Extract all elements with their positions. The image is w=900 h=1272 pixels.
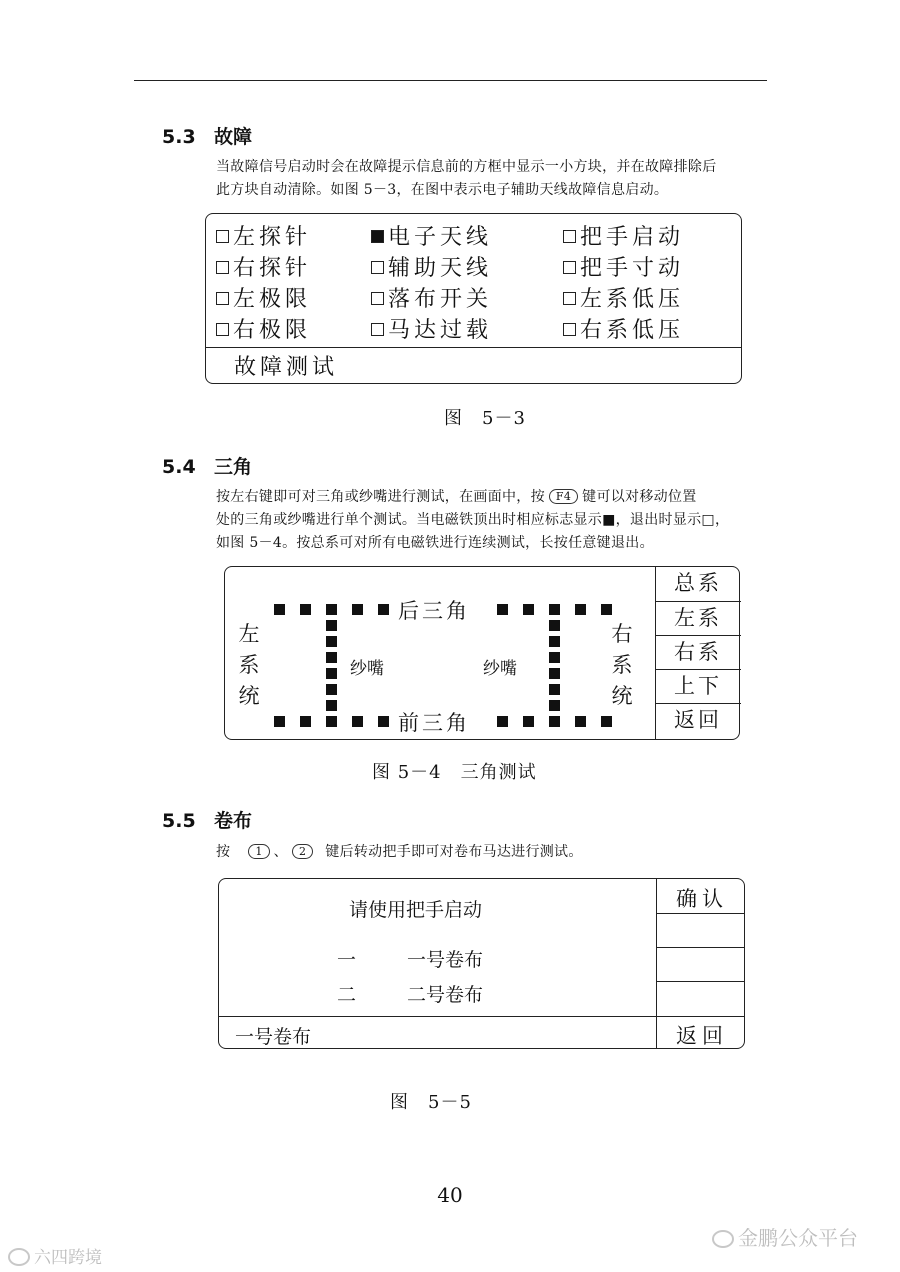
- fault-item-label: 落布开关: [388, 287, 493, 312]
- fault-item: [563, 251, 684, 282]
- option-2-key: 二: [337, 984, 357, 1006]
- fault-indicator-box: [216, 261, 229, 274]
- fault-indicator-box: [371, 323, 384, 336]
- char: 系: [611, 653, 633, 677]
- section-5-5-paragraph: [216, 841, 583, 864]
- fault-item: [563, 282, 684, 313]
- solenoid-indicator: [300, 604, 311, 615]
- front-cam-label: 前三角: [396, 707, 472, 737]
- solenoid-indicator: [549, 604, 560, 615]
- section-number: 5.4: [162, 456, 196, 478]
- solenoid-indicator: [300, 716, 311, 727]
- right-system-label: [610, 619, 634, 712]
- solenoid-indicator: [326, 684, 337, 695]
- fault-item-label: 把手寸动: [580, 256, 685, 281]
- wechat-icon: [712, 1230, 734, 1248]
- solenoid-indicator: [497, 604, 508, 615]
- watermark-text: 金鹏公众平台: [738, 1226, 858, 1250]
- fault-item: [563, 313, 684, 344]
- fault-item: [216, 220, 311, 251]
- fault-item-label: 左极限: [233, 287, 312, 312]
- header-rule: [134, 80, 767, 81]
- section-5-4-heading: [162, 452, 252, 479]
- paragraph-line: 此方块自动清除。如图 5－3，在图中表示电子辅助天线故障信息启动。: [216, 182, 669, 198]
- solenoid-indicator: [497, 716, 508, 727]
- solenoid-indicator: [601, 604, 612, 615]
- yarn-nozzle-left: 纱嘴: [350, 659, 384, 679]
- button-row-line: [656, 947, 744, 948]
- char: 统: [611, 684, 633, 708]
- fault-item: [371, 251, 492, 282]
- fault-item: [216, 282, 311, 313]
- fault-item: [371, 220, 492, 251]
- text-run: 键后转动把手即可对卷布马达进行测试。: [325, 844, 583, 860]
- fault-item-label: 辅助天线: [388, 256, 493, 281]
- confirm-button[interactable]: 确认: [676, 887, 728, 911]
- solenoid-indicator: [549, 716, 560, 727]
- char: 右: [611, 622, 633, 646]
- solenoid-indicator: [326, 668, 337, 679]
- option-1-key: 一: [337, 949, 357, 971]
- menu-back[interactable]: 返回: [655, 703, 741, 740]
- char: 左: [238, 622, 260, 646]
- fault-item-label: 把手启动: [580, 225, 685, 250]
- left-system-label: [237, 619, 261, 712]
- solenoid-indicator: [378, 716, 389, 727]
- yarn-nozzle-right: 纱嘴: [483, 659, 517, 679]
- prompt-text: 请使用把手启动: [349, 899, 483, 921]
- fault-indicator-box: [371, 261, 384, 274]
- section-number: 5.5: [162, 810, 196, 832]
- menu-left-system[interactable]: 左系: [655, 601, 741, 635]
- section-5-5-heading: [162, 806, 252, 833]
- paragraph-line: 如图 5－4。按总系可对所有电磁铁进行连续测试，长按任意键退出。: [216, 535, 654, 551]
- watermark-text: 六四跨境: [34, 1248, 102, 1268]
- fault-item: [371, 282, 492, 313]
- solenoid-indicator: [549, 652, 560, 663]
- menu-all-systems[interactable]: 总系: [674, 571, 722, 595]
- section-title: 三角: [214, 456, 253, 478]
- key-1: 1: [248, 844, 269, 859]
- fault-panel: [205, 213, 742, 384]
- fault-item-label: 左探针: [233, 225, 312, 250]
- section-title: 卷布: [214, 810, 253, 832]
- text-run: 、: [273, 844, 288, 860]
- solenoid-indicator: [523, 604, 534, 615]
- fault-item-label: 右极限: [233, 318, 312, 343]
- solenoid-indicator: [326, 716, 337, 727]
- fault-item-label: 电子天线: [388, 225, 493, 250]
- fault-indicator-box: [216, 230, 229, 243]
- fault-item: [216, 251, 311, 282]
- back-cam-label: 后三角: [396, 595, 472, 625]
- solenoid-indicator: [523, 716, 534, 727]
- fault-item-label: 右探针: [233, 256, 312, 281]
- section-5-3-paragraph: [216, 156, 717, 202]
- fault-test-label: 故障测试: [234, 355, 339, 380]
- solenoid-indicator: [326, 620, 337, 631]
- section-5-3-heading: [162, 122, 252, 149]
- button-divider-bottom: [656, 1016, 657, 1048]
- fault-indicator-box: [563, 323, 576, 336]
- cam-test-panel: [224, 566, 740, 740]
- text-run: 键可以对移动位置: [582, 489, 697, 505]
- button-row-line: [656, 981, 744, 982]
- option-2-label[interactable]: 二号卷布: [407, 984, 484, 1006]
- solenoid-indicator: [274, 604, 285, 615]
- solenoid-indicator: [378, 604, 389, 615]
- solenoid-indicator: [575, 604, 586, 615]
- option-1-label[interactable]: 一号卷布: [407, 949, 484, 971]
- fault-indicator-box: [371, 230, 384, 243]
- paragraph-line: 处的三角或纱嘴进行单个测试。当电磁铁顶出时相应标志显示■，退出时显示□，: [216, 512, 730, 528]
- watermark-logo-icon: [8, 1248, 30, 1266]
- solenoid-indicator: [601, 716, 612, 727]
- text-run: 按: [216, 844, 231, 860]
- char: 统: [238, 684, 260, 708]
- fault-item: [216, 313, 311, 344]
- paragraph-line: 当故障信号启动时会在故障提示信息前的方框中显示一小方块，并在故障排除后: [216, 159, 717, 175]
- figure-caption: 图 5－3: [444, 408, 526, 429]
- char: 系: [238, 653, 260, 677]
- button-row-line: [656, 913, 744, 914]
- solenoid-indicator: [352, 716, 363, 727]
- figure-caption: 图 5－4 三角测试: [372, 762, 537, 783]
- fault-item-label: 左系低压: [580, 287, 685, 312]
- section-title: 故障: [214, 126, 253, 148]
- paragraph-line: [216, 486, 729, 509]
- menu-up-down[interactable]: 上下: [655, 669, 741, 703]
- key-2: 2: [292, 844, 313, 859]
- status-divider: [219, 1016, 744, 1017]
- menu-right-system[interactable]: 右系: [655, 635, 741, 669]
- winder-test-panel: [218, 878, 745, 1049]
- f4-key: F4: [549, 489, 578, 504]
- solenoid-indicator: [575, 716, 586, 727]
- fault-indicator-box: [563, 230, 576, 243]
- fault-indicator-box: [371, 292, 384, 305]
- solenoid-indicator: [326, 636, 337, 647]
- solenoid-indicator: [549, 700, 560, 711]
- solenoid-indicator: [326, 700, 337, 711]
- back-button[interactable]: 返回: [676, 1024, 728, 1048]
- watermark-right: [712, 1222, 858, 1251]
- page-number: 40: [437, 1183, 463, 1207]
- fault-item: [563, 220, 684, 251]
- solenoid-indicator: [549, 620, 560, 631]
- fault-item-label: 右系低压: [580, 318, 685, 343]
- panel-divider: [206, 347, 741, 348]
- fault-item-label: 马达过载: [388, 318, 493, 343]
- fault-indicator-box: [563, 261, 576, 274]
- solenoid-indicator: [274, 716, 285, 727]
- fault-indicator-box: [563, 292, 576, 305]
- solenoid-indicator: [549, 668, 560, 679]
- figure-caption: 图 5－5: [390, 1092, 472, 1113]
- solenoid-indicator: [352, 604, 363, 615]
- section-5-4-paragraph: [216, 486, 729, 555]
- status-text: 一号卷布: [235, 1026, 312, 1048]
- text-run: 按左右键即可对三角或纱嘴进行测试，在画面中，按: [216, 489, 545, 505]
- paragraph-line: [216, 841, 583, 864]
- fault-indicator-box: [216, 323, 229, 336]
- fault-grid: [206, 214, 741, 347]
- solenoid-indicator: [326, 652, 337, 663]
- fault-item: [371, 313, 492, 344]
- section-number: 5.3: [162, 126, 196, 148]
- solenoid-indicator: [326, 604, 337, 615]
- fault-indicator-box: [216, 292, 229, 305]
- solenoid-indicator: [549, 684, 560, 695]
- watermark-left: [8, 1243, 102, 1268]
- solenoid-indicator: [549, 636, 560, 647]
